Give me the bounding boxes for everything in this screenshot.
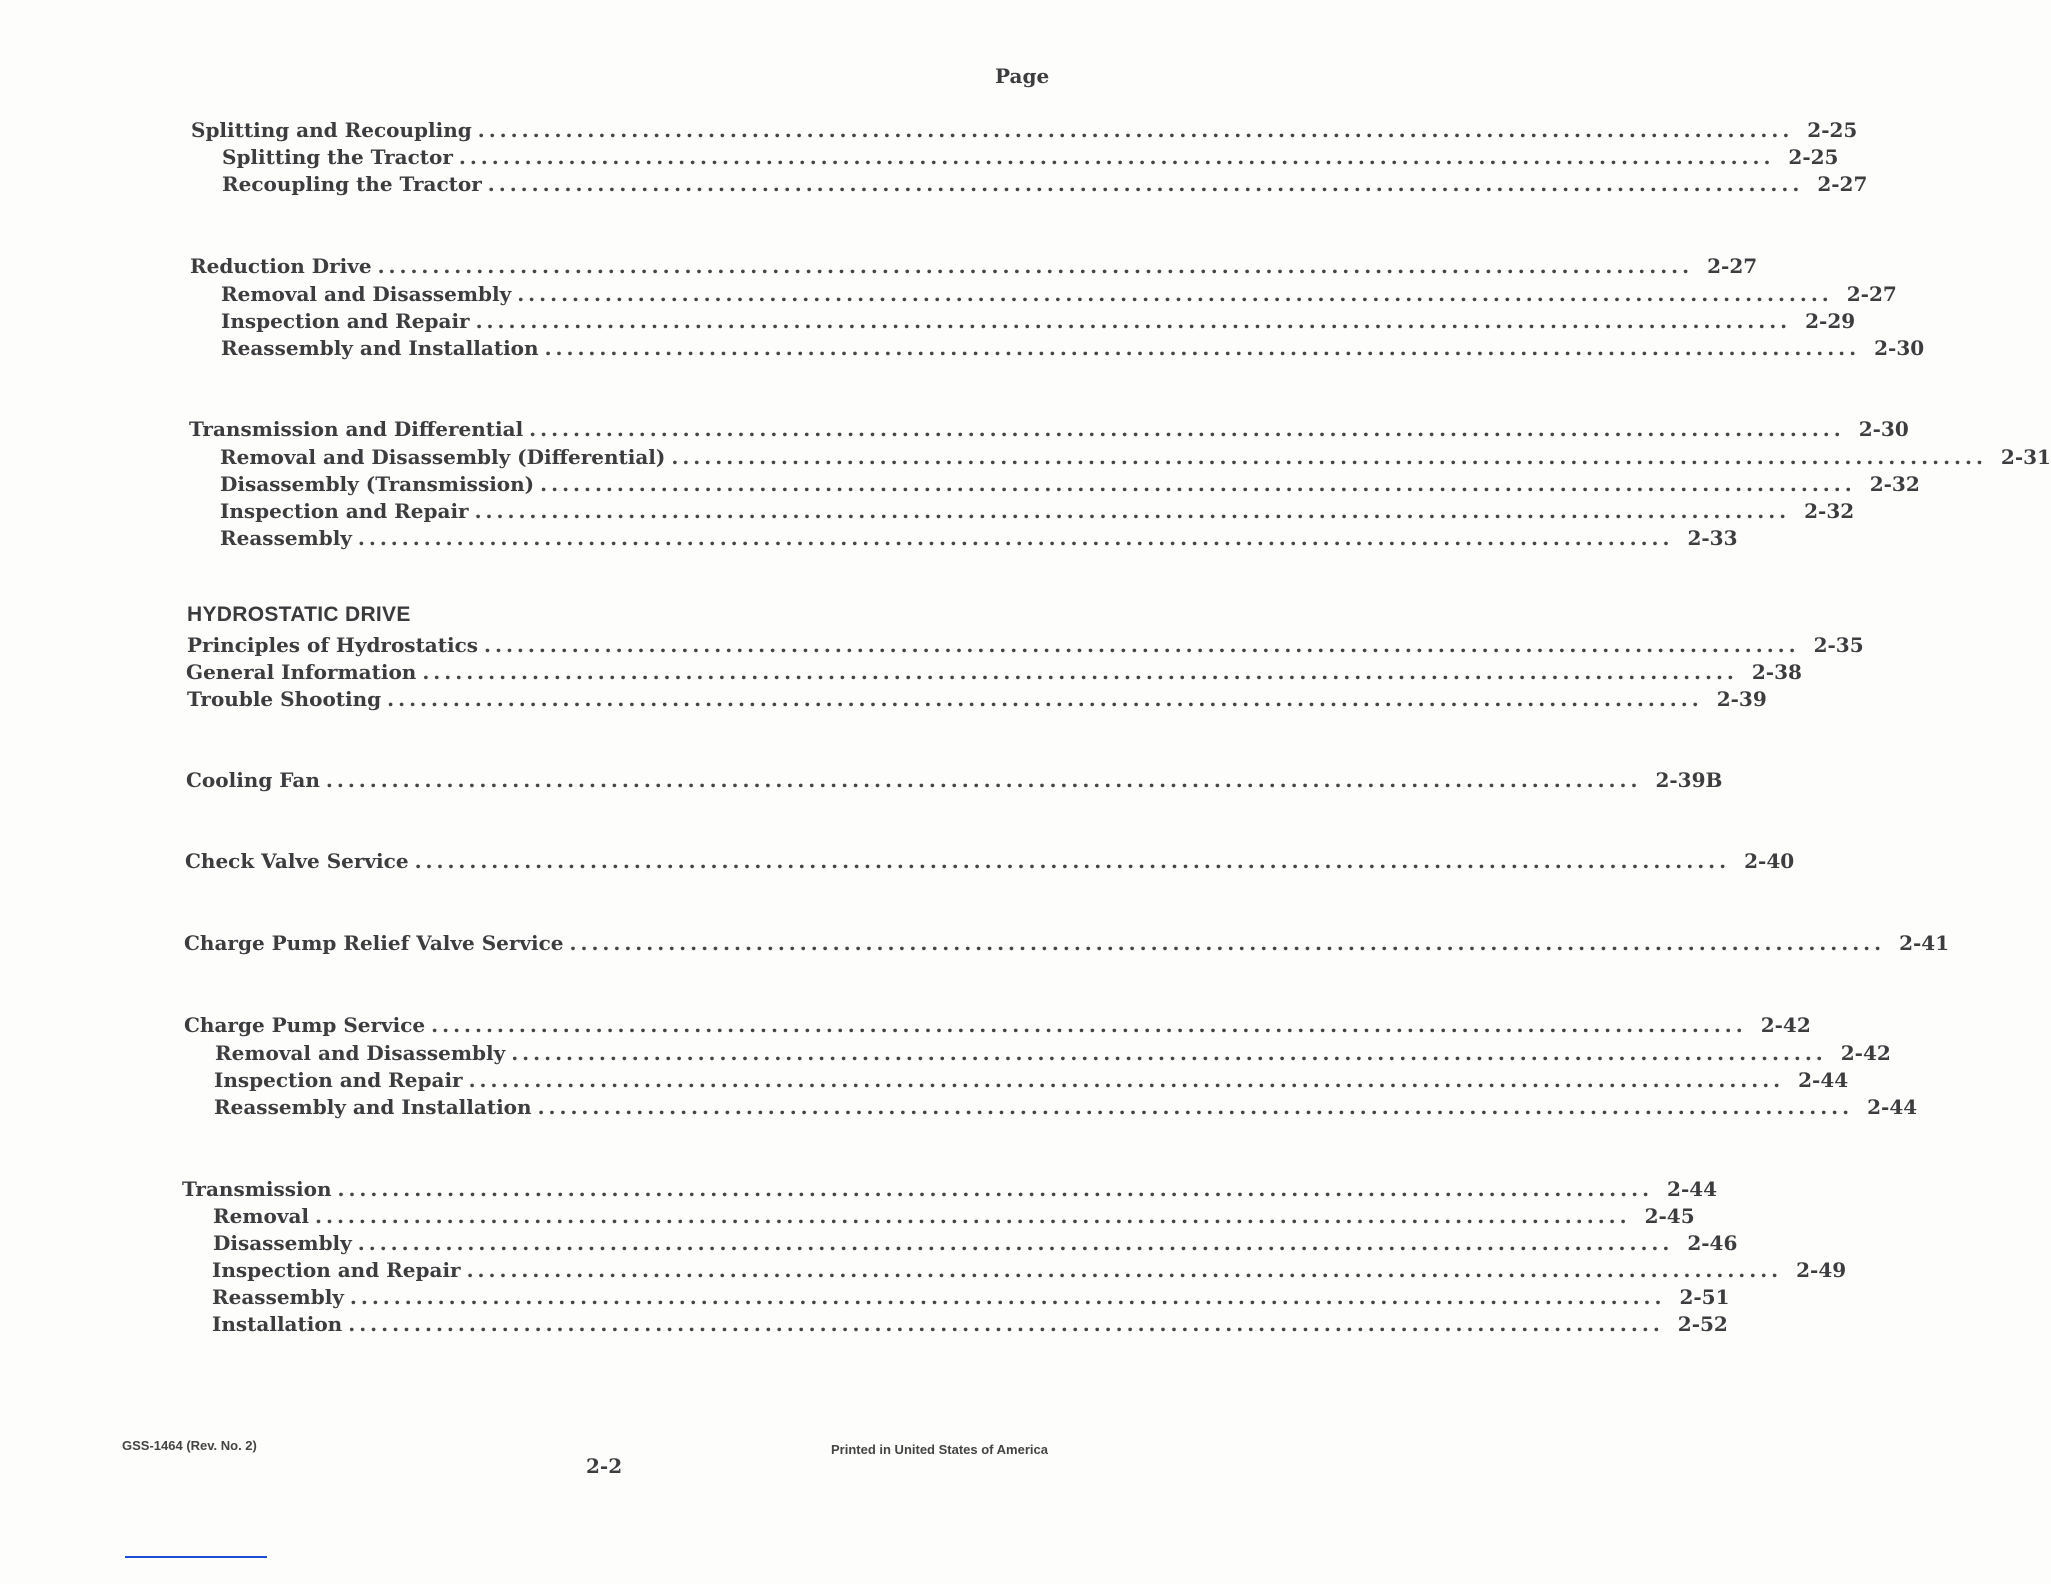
- toc-entry[interactable]: [189, 416, 1909, 442]
- toc-entry[interactable]: [221, 335, 1925, 361]
- toc-entry[interactable]: [184, 1012, 1811, 1038]
- dot-leader: ........................................................................................................................: [487, 172, 1804, 196]
- dot-leader: ........................................................................................................................: [325, 768, 1642, 792]
- toc-entry[interactable]: [190, 253, 1758, 279]
- dot-leader: ........................................................................................................................: [337, 1177, 1654, 1201]
- toc-entry-page: 2-25: [1807, 118, 1858, 142]
- toc-entry[interactable]: [182, 1176, 1718, 1202]
- dot-leader: ........................................................................................................................: [431, 1013, 1747, 1037]
- toc-entry[interactable]: [213, 1203, 1695, 1229]
- dot-leader: ........................................................................................................................: [422, 660, 1738, 684]
- toc-entry-page: 2-25: [1788, 145, 1839, 169]
- toc-entry-page: 2-44: [1667, 1177, 1718, 1201]
- toc-entry[interactable]: [184, 930, 1950, 956]
- toc-entry-label: Recoupling the Tractor: [222, 172, 482, 196]
- toc-entry[interactable]: [187, 686, 1767, 712]
- dot-leader: ........................................................................................................................: [475, 309, 1792, 333]
- toc-entry-label: Removal: [213, 1204, 310, 1228]
- toc-entry-page: 2-44: [1867, 1095, 1918, 1119]
- page-column-header: Page: [995, 64, 1050, 88]
- toc-entry-page: 2-27: [1817, 172, 1868, 196]
- toc-entry[interactable]: [214, 1067, 1849, 1093]
- toc-entry[interactable]: [222, 171, 1868, 197]
- toc-entry-label: Inspection and Repair: [220, 499, 469, 523]
- toc-entry-label: Reduction Drive: [190, 254, 372, 278]
- toc-entry[interactable]: [220, 471, 1920, 497]
- toc-entry-page: 2-40: [1744, 849, 1795, 873]
- toc-entry-label: Disassembly (Transmission): [220, 472, 535, 496]
- toc-entry-label: Transmission and Differential: [189, 417, 524, 441]
- toc-entry[interactable]: [220, 498, 1855, 524]
- toc-entry[interactable]: [214, 1094, 1918, 1120]
- toc-entry-label: Charge Pump Service: [184, 1013, 426, 1037]
- toc-entry-page: 2-42: [1760, 1013, 1811, 1037]
- toc-entry[interactable]: [213, 1230, 1738, 1256]
- toc-entry-page: 2-31: [2000, 445, 2051, 469]
- toc-entry[interactable]: [220, 525, 1738, 551]
- dot-leader: ........................................................................................................................: [357, 1231, 1674, 1255]
- toc-entry[interactable]: [220, 444, 2051, 470]
- dot-leader: ........................................................................................................................: [349, 1285, 1666, 1309]
- toc-entry[interactable]: [191, 117, 1858, 143]
- dot-leader: ........................................................................................................................: [357, 526, 1674, 550]
- toc-entry-page: 2-41: [1899, 931, 1950, 955]
- toc-entry-label: Reassembly and Installation: [214, 1095, 532, 1119]
- footer-rule: [125, 1556, 267, 1558]
- dot-leader: ........................................................................................................................: [315, 1204, 1631, 1228]
- dot-leader: ........................................................................................................................: [671, 445, 1987, 469]
- toc-entry-label: Removal and Disassembly: [215, 1041, 506, 1065]
- dot-leader: ........................................................................................................................: [477, 118, 1794, 142]
- dot-leader: ........................................................................................................................: [466, 1258, 1783, 1282]
- toc-entry[interactable]: [187, 632, 1864, 658]
- toc-entry-page: 2-46: [1687, 1231, 1738, 1255]
- toc-entry[interactable]: [186, 767, 1723, 793]
- toc-entry-label: Reassembly: [220, 526, 352, 550]
- toc-entry-label: Installation: [212, 1312, 343, 1336]
- toc-entry[interactable]: [222, 144, 1839, 170]
- toc-entry[interactable]: [221, 281, 1897, 307]
- toc-entry-label: Inspection and Repair: [212, 1258, 461, 1282]
- toc-entry-label: General Information: [186, 660, 417, 684]
- toc-entry-label: Check Valve Service: [185, 849, 409, 873]
- toc-entry-page: 2-39: [1716, 687, 1767, 711]
- toc-entry-page: 2-30: [1874, 336, 1925, 360]
- document-number: GSS-1464 (Rev. No. 2): [122, 1438, 257, 1453]
- toc-entry-page: 2-42: [1840, 1041, 1891, 1065]
- dot-leader: ........................................................................................................................: [474, 499, 1791, 523]
- toc-entry-label: Reassembly and Installation: [221, 336, 539, 360]
- toc-entry-page: 2-29: [1805, 309, 1856, 333]
- toc-entry-label: Principles of Hydrostatics: [187, 633, 479, 657]
- dot-leader: ........................................................................................................................: [348, 1312, 1664, 1336]
- toc-entry-page: 2-52: [1677, 1312, 1728, 1336]
- toc-entry-label: Removal and Disassembly: [221, 282, 512, 306]
- toc-entry-page: 2-30: [1858, 417, 1909, 441]
- toc-entry-label: Inspection and Repair: [221, 309, 470, 333]
- toc-entry-label: Splitting the Tractor: [222, 145, 453, 169]
- toc-entry-page: 2-27: [1707, 254, 1758, 278]
- toc-entry-label: Trouble Shooting: [187, 687, 382, 711]
- toc-entry[interactable]: [186, 659, 1802, 685]
- dot-leader: ........................................................................................................................: [414, 849, 1731, 873]
- toc-entry-page: 2-39B: [1655, 768, 1723, 792]
- toc-entry-page: 2-27: [1846, 282, 1897, 306]
- dot-leader: ........................................................................................................................: [387, 687, 1703, 711]
- toc-entry-page: 2-49: [1796, 1258, 1847, 1282]
- toc-entry-label: Removal and Disassembly (Differential): [220, 445, 666, 469]
- toc-entry-label: Splitting and Recoupling: [191, 118, 472, 142]
- toc-entry-label: Cooling Fan: [186, 768, 320, 792]
- toc-entry-page: 2-32: [1869, 472, 1920, 496]
- toc-entry-label: Inspection and Repair: [214, 1068, 463, 1092]
- toc-entry[interactable]: [212, 1284, 1730, 1310]
- toc-entry-page: 2-38: [1751, 660, 1802, 684]
- toc-entry[interactable]: [212, 1311, 1728, 1337]
- toc-entry[interactable]: [221, 308, 1856, 334]
- page-number: 2-2: [586, 1454, 623, 1478]
- toc-entry-page: 2-33: [1687, 526, 1738, 550]
- toc-entry-label: Transmission: [182, 1177, 332, 1201]
- dot-leader: ........................................................................................................................: [484, 633, 1800, 657]
- toc-entry[interactable]: [185, 848, 1795, 874]
- dot-leader: ........................................................................................................................: [517, 282, 1833, 306]
- toc-entry-page: 2-51: [1679, 1285, 1730, 1309]
- toc-entry-label: Charge Pump Relief Valve Service: [184, 931, 564, 955]
- dot-leader: ........................................................................................................................: [377, 254, 1694, 278]
- dot-leader: ........................................................................................................................: [468, 1068, 1785, 1092]
- dot-leader: ........................................................................................................................: [544, 336, 1861, 360]
- toc-entry[interactable]: [215, 1040, 1891, 1066]
- toc-entry-page: 2-45: [1644, 1204, 1695, 1228]
- dot-leader: ........................................................................................................................: [458, 145, 1775, 169]
- dot-leader: ........................................................................................................................: [511, 1041, 1827, 1065]
- printed-in-note: Printed in United States of America: [831, 1442, 1048, 1457]
- toc-entry-page: 2-44: [1798, 1068, 1849, 1092]
- toc-entry-page: 2-32: [1804, 499, 1855, 523]
- toc-entry-label: Reassembly: [212, 1285, 344, 1309]
- dot-leader: ........................................................................................................................: [537, 1095, 1854, 1119]
- section-heading: HYDROSTATIC DRIVE: [187, 603, 411, 626]
- toc-entry-page: 2-35: [1813, 633, 1864, 657]
- dot-leader: ........................................................................................................................: [569, 931, 1886, 955]
- toc-entry[interactable]: [212, 1257, 1847, 1283]
- dot-leader: ........................................................................................................................: [540, 472, 1856, 496]
- toc-entry-label: Disassembly: [213, 1231, 352, 1255]
- dot-leader: ........................................................................................................................: [529, 417, 1845, 441]
